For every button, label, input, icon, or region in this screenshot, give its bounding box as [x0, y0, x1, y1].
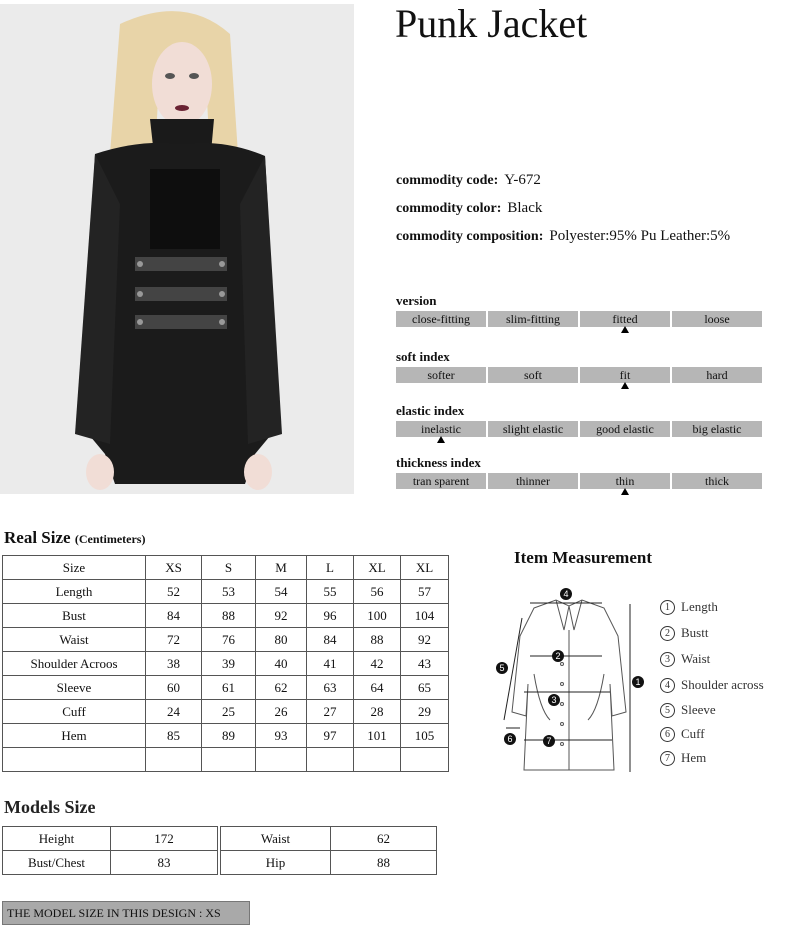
- legend-item: 3 Waist: [660, 646, 764, 672]
- legend-item: 6 Cuff: [660, 722, 764, 746]
- index-option: thick: [672, 473, 762, 489]
- index-marker: [621, 326, 629, 333]
- table-cell: 53: [202, 580, 256, 604]
- index-marker: [437, 436, 445, 443]
- table-cell: 84: [146, 604, 202, 628]
- table-cell: [202, 748, 256, 772]
- table-cell: 43: [401, 652, 449, 676]
- garment-diagram: [494, 584, 644, 780]
- table-cell: 88: [354, 628, 401, 652]
- index-option: loose: [672, 311, 762, 327]
- product-attributes: [396, 172, 730, 256]
- table-header-cell: M: [256, 556, 307, 580]
- index-thickness: thickness index tran sparent thinner thin thick: [396, 455, 764, 489]
- table-cell: 41: [307, 652, 354, 676]
- table-cell: 27: [307, 700, 354, 724]
- table-cell: 85: [146, 724, 202, 748]
- index-option: inelastic: [396, 421, 486, 437]
- table-cell: Hem: [3, 724, 146, 748]
- table-cell: Cuff: [3, 700, 146, 724]
- table-cell: 39: [202, 652, 256, 676]
- table-cell: 76: [202, 628, 256, 652]
- real-size-table: [2, 555, 449, 772]
- table-row: [3, 748, 449, 772]
- table-cell: [3, 748, 146, 772]
- index-option: hard: [672, 367, 762, 383]
- index-option: fit: [580, 367, 670, 383]
- table-cell: 100: [354, 604, 401, 628]
- table-cell: 65: [401, 676, 449, 700]
- table-cell: 88: [202, 604, 256, 628]
- attr-code: commodity code: Y-672: [396, 172, 541, 188]
- table-header-cell: XL: [401, 556, 449, 580]
- table-cell: [401, 748, 449, 772]
- table-cell: [256, 748, 307, 772]
- table-cell: 61: [202, 676, 256, 700]
- table-cell: Shoulder Acroos: [3, 652, 146, 676]
- table-header-cell: L: [307, 556, 354, 580]
- legend-item: 7 Hem: [660, 746, 764, 770]
- table-header-cell: XS: [146, 556, 202, 580]
- index-option: big elastic: [672, 421, 762, 437]
- table-cell: 25: [202, 700, 256, 724]
- table-row: Height 172: [3, 827, 218, 851]
- table-cell: 42: [354, 652, 401, 676]
- table-cell: Sleeve: [3, 676, 146, 700]
- table-cell: 54: [256, 580, 307, 604]
- table-row: Waist 62: [221, 827, 437, 851]
- index-option: good elastic: [580, 421, 670, 437]
- table-cell: 72: [146, 628, 202, 652]
- svg-text:6: 6: [507, 734, 513, 744]
- table-row: [3, 628, 449, 652]
- legend-item: 5 Sleeve: [660, 698, 764, 722]
- svg-text:5: 5: [499, 663, 505, 673]
- index-option: fitted: [580, 311, 670, 327]
- table-header-cell: XL: [354, 556, 401, 580]
- product-title: Punk Jacket: [395, 1, 588, 46]
- index-marker: [621, 488, 629, 495]
- real-size-title: Real Size (Centimeters): [4, 528, 146, 547]
- item-measurement-title: Item Measurement: [514, 548, 653, 567]
- table-cell: [146, 748, 202, 772]
- table-cell: 40: [256, 652, 307, 676]
- index-version: version close-fitting slim-fitting fitted loose: [396, 293, 764, 327]
- table-cell: 38: [146, 652, 202, 676]
- table-header-cell: Size: [3, 556, 146, 580]
- table-row: Bust/Chest 83: [3, 851, 218, 875]
- index-option: thin: [580, 473, 670, 489]
- table-cell: 63: [307, 676, 354, 700]
- svg-text:4: 4: [563, 589, 569, 599]
- table-cell: 92: [401, 628, 449, 652]
- svg-text:3: 3: [551, 695, 557, 705]
- table-row: [3, 700, 449, 724]
- table-row: [3, 604, 449, 628]
- legend-item: 4 Shoulder across: [660, 672, 764, 698]
- table-cell: 26: [256, 700, 307, 724]
- model-size-note: THE MODEL SIZE IN THIS DESIGN : XS: [2, 901, 250, 925]
- table-header-row: [3, 556, 449, 580]
- table-row: [3, 580, 449, 604]
- table-cell: 55: [307, 580, 354, 604]
- index-option: slim-fitting: [488, 311, 578, 327]
- index-marker: [621, 382, 629, 389]
- models-size-title: Models Size: [4, 797, 96, 817]
- table-cell: 97: [307, 724, 354, 748]
- table-cell: 62: [256, 676, 307, 700]
- table-cell: 89: [202, 724, 256, 748]
- attr-composition: commodity composition: Polyester:95% Pu Leather:5%: [396, 228, 731, 244]
- table-cell: 28: [354, 700, 401, 724]
- index-option: softer: [396, 367, 486, 383]
- table-cell: 29: [401, 700, 449, 724]
- table-cell: Length: [3, 580, 146, 604]
- table-cell: 101: [354, 724, 401, 748]
- table-cell: 92: [256, 604, 307, 628]
- index-option: slight elastic: [488, 421, 578, 437]
- table-cell: 105: [401, 724, 449, 748]
- table-cell: 52: [146, 580, 202, 604]
- models-size-table-right: [220, 826, 437, 875]
- legend-item: 1 Length: [660, 594, 764, 620]
- table-cell: Waist: [3, 628, 146, 652]
- legend-item: 2 Bustt: [660, 620, 764, 646]
- table-cell: 93: [256, 724, 307, 748]
- table-cell: 60: [146, 676, 202, 700]
- table-cell: 24: [146, 700, 202, 724]
- table-cell: 84: [307, 628, 354, 652]
- index-elastic: elastic index inelastic slight elastic good elastic big elastic: [396, 403, 764, 437]
- attr-color: commodity color: Black: [396, 200, 543, 216]
- table-row: [3, 652, 449, 676]
- product-photo: [0, 4, 354, 494]
- index-option: close-fitting: [396, 311, 486, 327]
- index-soft: soft index softer soft fit hard: [396, 349, 764, 383]
- table-cell: Bust: [3, 604, 146, 628]
- table-header-cell: S: [202, 556, 256, 580]
- table-cell: [307, 748, 354, 772]
- index-option: soft: [488, 367, 578, 383]
- svg-text:7: 7: [546, 736, 552, 746]
- table-row: [3, 676, 449, 700]
- svg-text:2: 2: [555, 651, 561, 661]
- svg-text:1: 1: [635, 677, 641, 687]
- index-option: thinner: [488, 473, 578, 489]
- table-cell: 64: [354, 676, 401, 700]
- models-size-table-left: [2, 826, 218, 875]
- table-cell: 96: [307, 604, 354, 628]
- table-cell: 57: [401, 580, 449, 604]
- table-row: Hip 88: [221, 851, 437, 875]
- table-cell: 104: [401, 604, 449, 628]
- table-cell: [354, 748, 401, 772]
- measurement-legend: [660, 594, 764, 770]
- index-option: tran sparent: [396, 473, 486, 489]
- table-cell: 80: [256, 628, 307, 652]
- table-row: [3, 724, 449, 748]
- table-cell: 56: [354, 580, 401, 604]
